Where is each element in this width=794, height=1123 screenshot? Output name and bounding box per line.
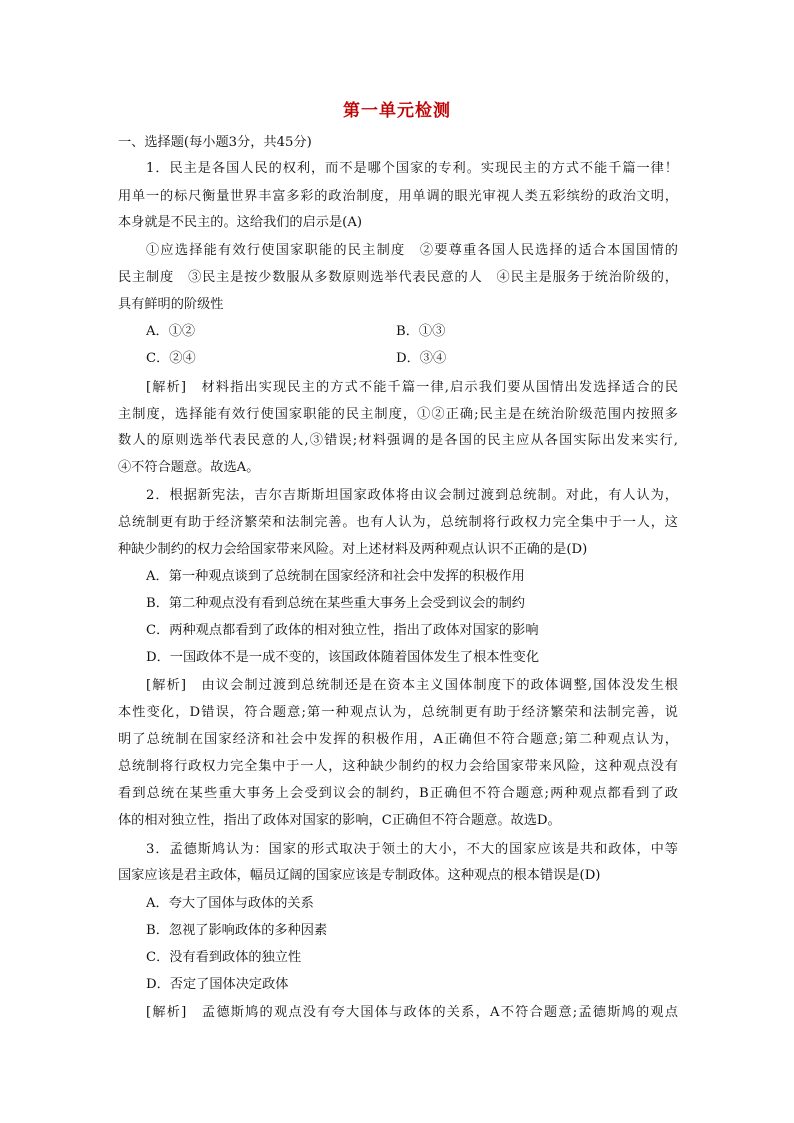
q1-stem-line: 本身就是不民主的。这给我们的启示是(A): [118, 215, 362, 230]
q1-statement-line: 具有鲜明的阶级性: [118, 297, 224, 312]
q1-option-a: A．①②: [146, 324, 196, 339]
section-heading: 一、选择题(每小题3分，共45分): [118, 135, 312, 150]
q1-option-b: B．①③: [396, 324, 446, 339]
q1-option-d: D．③④: [396, 351, 447, 366]
q3-option-d: D．否定了国体决定政体: [146, 977, 289, 992]
q2-analysis-line: [解析] 由议会制过渡到总统制还是在资本主义国体制度下的政体调整,国体没发生根: [146, 678, 678, 693]
q2-option-c: C．两种观点都看到了政体的相对独立性，指出了政体对国家的影响: [146, 623, 539, 638]
q3-option-c: C．没有看到政体的独立性: [146, 950, 302, 965]
q2-stem-line: 总统制更有助于经济繁荣和法制完善。也有人认为，总统制将行政权力完全集中于一人，这: [118, 515, 678, 530]
q2-analysis-line: 明了总统制在国家经济和社会中发挥的积极作用，A正确但不符合题意;第二种观点认为，: [118, 732, 678, 747]
q2-option-d: D．一国政体不是一成不变的，该国政体随着国体发生了根本性变化: [146, 650, 540, 665]
q2-option-b: B．第二种观点没有看到总统在某些重大事务上会受到议会的制约: [146, 596, 525, 611]
q3-option-b: B．忽视了影响政体的多种因素: [146, 923, 328, 938]
q3-analysis-line: [解析] 孟德斯鸠的观点没有夸大国体与政体的关系，A不符合题意;孟德斯鸠的观点: [146, 1005, 678, 1020]
q3-stem-line: 3．孟德斯鸠认为：国家的形式取决于领土的大小，不大的国家应该是共和政体，中等: [146, 842, 678, 857]
q1-analysis-line: 主制度，选择能有效行使国家职能的民主制度，①②正确;民主是在统治阶级范围内按照多: [118, 407, 678, 422]
q2-option-a: A．第一种观点谈到了总统制在国家经济和社会中发挥的积极作用: [146, 569, 525, 584]
q1-statement-line: 民主制度 ③民主是按少数服从多数原则选举代表民意的人 ④民主是服务于统治阶级的，: [118, 270, 678, 285]
page-title: 第一单元检测: [343, 101, 451, 121]
q3-option-a: A．夸大了国体与政体的关系: [146, 896, 314, 911]
q3-stem-line: 国家应该是君主政体，幅员辽阔的国家应该是专制政体。这种观点的根本错误是(D): [118, 868, 601, 883]
q2-analysis-line: 本性变化，D错误，符合题意;第一种观点认为，总统制更有助于经济繁荣和法制完善，说: [118, 705, 678, 720]
q1-stem-line: 1．民主是各国人民的权利，而不是哪个国家的专利。实现民主的方式不能千篇一律！: [146, 161, 678, 176]
q2-analysis-line: 总统制将行政权力完全集中于一人，这种缺少制约的权力会给国家带来风险，这种观点没有: [118, 759, 678, 774]
q1-analysis-line: [解析] 材料指出实现民主的方式不能千篇一律,启示我们要从国情出发选择适合的民: [146, 380, 678, 395]
q1-stem-line: 用单一的标尺衡量世界丰富多彩的政治制度，用单调的眼光审视人类五彩缤纷的政治文明，: [118, 189, 678, 204]
q2-stem-line: 种缺少制约的权力会给国家带来风险。对上述材料及两种观点认识不正确的是(D): [118, 542, 588, 557]
q1-analysis-line: ④不符合题意。故选A。: [118, 460, 260, 475]
q1-analysis-line: 数人的原则选举代表民意的人,③错误;材料强调的是各国的民主应从各国实际出发来实行,: [118, 433, 678, 448]
q2-analysis-line: 体的相对独立性，指出了政体对国家的影响，C正确但不符合题意。故选D。: [118, 813, 561, 828]
q2-stem-line: 2．根据新宪法，吉尔吉斯斯坦国家政体将由议会制过渡到总统制。对此，有人认为，: [146, 488, 678, 503]
q2-analysis-line: 看到总统在某些重大事务上会受到议会的制约，B正确但不符合题意;两种观点都看到了政: [118, 786, 678, 801]
q1-option-c: C．②④: [146, 351, 196, 366]
q1-statement-line: ①应选择能有效行使国家职能的民主制度 ②要尊重各国人民选择的适合本国国情的: [146, 243, 678, 258]
